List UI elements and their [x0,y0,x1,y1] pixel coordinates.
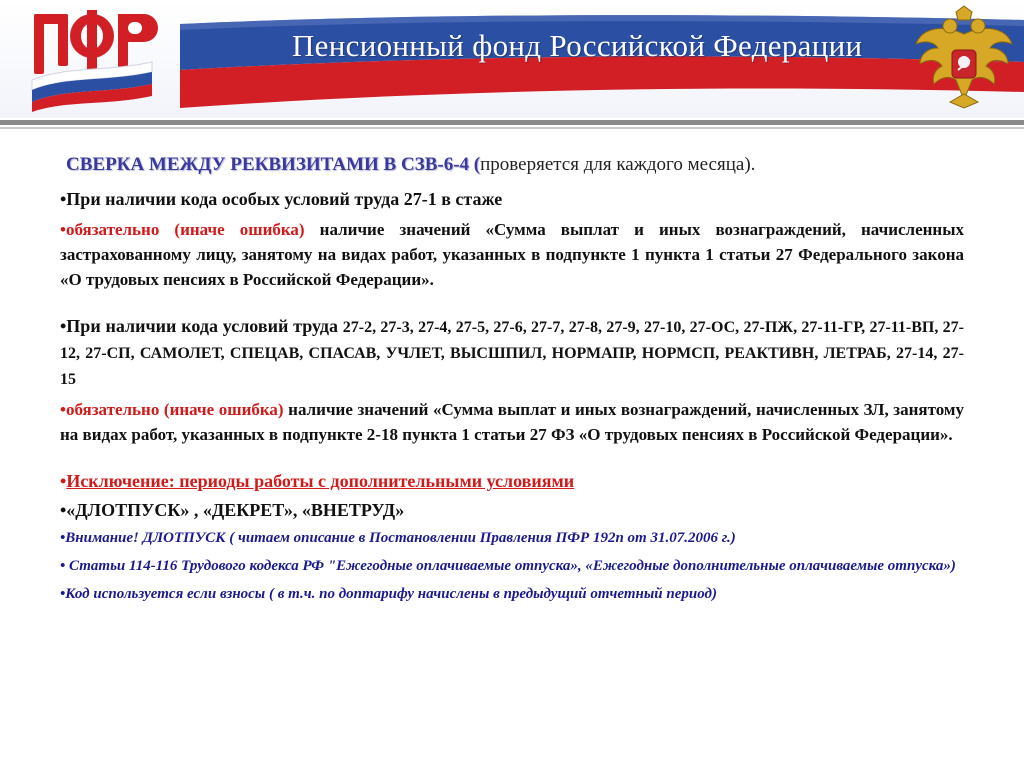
note-bullet: • [60,586,66,602]
note-text: Код используется если взносы ( в т.ч. по доптарифу начислены в предыдущий отчетный период) [65,586,717,602]
section1-rule-label: •обязательно (иначе ошибка) [60,220,305,239]
slide-heading [60,152,964,178]
slide-content [60,152,964,605]
note-text: Внимание! ДЛОТПУСК ( читаем описание в Постановлении Правления ПФР 192п от 31.07.2006 г.) [65,530,736,546]
organization-title: Пенсионный фонд Российской Федерации [292,28,863,63]
section2-lead [60,314,964,392]
note-bullet: • [60,558,66,574]
exception-codes: •«ДЛОТПУСК» , «ДЕКРЕТ», «ВНЕТРУД» [60,500,405,520]
section1-rule-text: наличие значений «Сумма выплат и иных вознаграждений, начисленных застрахованному лицу, занятому на видах работ, указанных в подпункте 1 пункта 1 статьи 27 Федерального закона «О трудовых пенсиях в Российской Федерации». [60,220,964,289]
section1-lead: •При наличии кода особых условий труда 27-1 в стаже [60,189,503,209]
section2-codes: 27-2, 27-3, 27-4, 27-5, 27-6, 27-7, 27-8, 27-9, 27-10, 27-ОС, 27-ПЖ, 27-11-ГР, 27-11-ВП, 27-12, 27-СП, САМОЛЕТ, СПЕЦАВ, СПАСАВ, УЧЛЕТ, ВЫСШПИЛ, НОРМАПР, НОРМСП, РЕАКТИВН, ЛЕТРАБ, 27-14, 27-15 [60,319,965,388]
note-item [60,555,964,577]
header-divider-thin [0,127,1024,129]
exception-title: Исключение: периоды работы с дополнительными условиями [66,471,575,491]
exception-bullet: • [60,471,67,491]
section2-rule-text: наличие значений «Сумма выплат и иных вознаграждений, начисленных ЗЛ, занятому на видах работ, указанных в подпункте 2-18 пункта 1 статьи 27 ФЗ «О трудовых пенсиях в Российской Федерации». [60,400,964,444]
note-item [60,583,964,605]
header-divider-thick [0,120,1024,125]
heading-open-paren: ( [473,154,481,175]
note-item [60,527,964,549]
note-bullet: • [60,530,66,546]
coat-of-arms-icon [912,4,1016,112]
heading-main: СВЕРКА МЕЖДУ РЕКВИЗИТАМИ В СЗВ-6-4 [66,154,470,175]
note-text: Статьи 114-116 Трудового кодекса РФ "Ежегодные оплачиваемые отпуска», «Ежегодные дополнительные оплачиваемые отпуска») [65,558,956,574]
heading-note: проверяется для каждого месяца [480,154,745,175]
heading-close: ). [744,154,756,175]
section2-rule [60,397,964,447]
section1-rule [60,217,964,292]
header-banner [0,0,1024,118]
pfr-logo [26,6,158,112]
section2-rule-label: •обязательно (иначе ошибка) [60,400,284,419]
section2-lead-prefix: •При наличии кода условий труда [60,316,343,336]
exception-heading [60,469,964,494]
